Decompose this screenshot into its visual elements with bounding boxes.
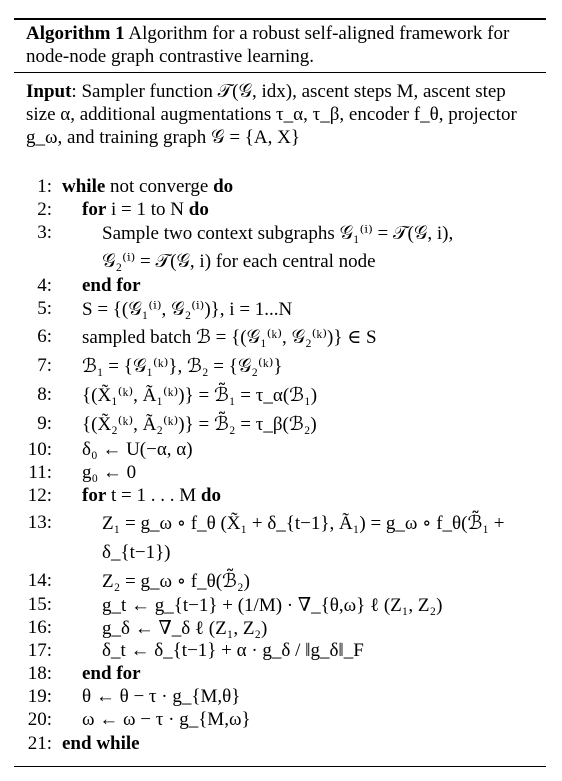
algorithm-line: ℬ₁ = {𝒢₁⁽ᵏ⁾}, ℬ₂ = {𝒢₂⁽ᵏ⁾} [82,356,283,377]
algorithm-line: S = {(𝒢₁⁽ⁱ⁾, 𝒢₂⁽ⁱ⁾)}, i = 1...N [82,299,293,320]
line-number: 9: [37,413,52,434]
line-number: 2: [37,199,52,220]
line-number: 11: [28,462,52,483]
line-number: 3: [37,222,52,243]
algorithm-line: g₀ ← 0 [82,462,137,483]
algorithm-line: sampled batch ℬ = {(𝒢₁⁽ᵏ⁾, 𝒢₂⁽ᵏ⁾)} ∈ S [82,327,377,348]
algorithm-line: Sample two context subgraphs 𝒢₁⁽ⁱ⁾ = 𝒯(𝒢, i), [102,223,454,244]
algorithm-line: end for [82,663,141,684]
algorithm-line: for t = 1 . . . M do [82,485,221,506]
algorithm-label: Algorithm 1 [26,23,125,44]
line-number: 5: [37,298,52,319]
algorithm-line: ω ← ω − τ · g_{M,ω} [82,709,251,730]
algorithm-line: {(X̃₂⁽ᵏ⁾, Ã₂⁽ᵏ⁾)} = ℬ̃₂ = τ_β(ℬ₂) [82,414,317,435]
algorithm-line: 𝒢₂⁽ⁱ⁾ = 𝒯(𝒢, i) for each central node [102,251,376,272]
input-label: Input [26,81,72,102]
algorithm-line: g_t ← g_{t−1} + (1/M) · ∇_{θ,ω} ℓ (Z₁, Z₂) [102,595,443,616]
line-number: 12: [27,485,52,506]
algorithm-line: Z₂ = g_ω ∘ f_θ(ℬ̃₂) [102,571,250,592]
algorithm-line: while not converge do [62,176,234,197]
line-number: 20: [27,709,52,730]
line-number: 13: [27,512,52,533]
algorithm-line: for i = 1 to N do [82,199,209,220]
algorithm-line: δ₀ ← U(−α, α) [82,439,193,460]
algorithm-line: θ ← θ − τ · g_{M,θ} [82,686,241,707]
algorithm-line: end while [62,733,140,754]
line-number: 4: [37,275,52,296]
algorithm-line: δ_{t−1}) [102,542,171,563]
line-number: 21: [27,733,52,754]
line-number: 10: [27,439,52,460]
algorithm-line: end for [82,275,141,296]
line-number: 15: [27,594,52,615]
line-number: 17: [27,640,52,661]
algorithm-line: g_δ ← ∇_δ ℓ (Z₁, Z₂) [102,618,268,639]
line-number: 19: [27,686,52,707]
input-text: : Sampler function 𝒯(𝒢, idx), ascent steps M, ascent step size α, additional augmentations τ_α, τ_β, encoder f_θ, projector g_ω, and training graph 𝒢 = {A, X} [26,81,517,148]
algorithm-caption: Algorithm for a robust self-aligned framework for node-node graph contrastive learning. [26,23,510,67]
line-number: 14: [27,570,52,591]
algorithm-line: {(X̃₁⁽ᵏ⁾, Ã₁⁽ᵏ⁾)} = ℬ̃₁ = τ_α(ℬ₁) [82,385,318,406]
algorithm-line: δ_t ← δ_{t−1} + α · g_δ / ‖g_δ‖_F [102,640,364,661]
algorithm-line: Z₁ = g_ω ∘ f_θ (X̃₁ + δ_{t−1}, Ã₁) = g_ω ∘ f_θ(ℬ̃₁ + [102,513,505,534]
line-number: 1: [37,176,52,197]
line-number: 8: [37,384,52,405]
line-number: 7: [37,355,52,376]
line-number: 6: [37,326,52,347]
line-number: 18: [27,663,52,684]
line-number: 16: [27,617,52,638]
